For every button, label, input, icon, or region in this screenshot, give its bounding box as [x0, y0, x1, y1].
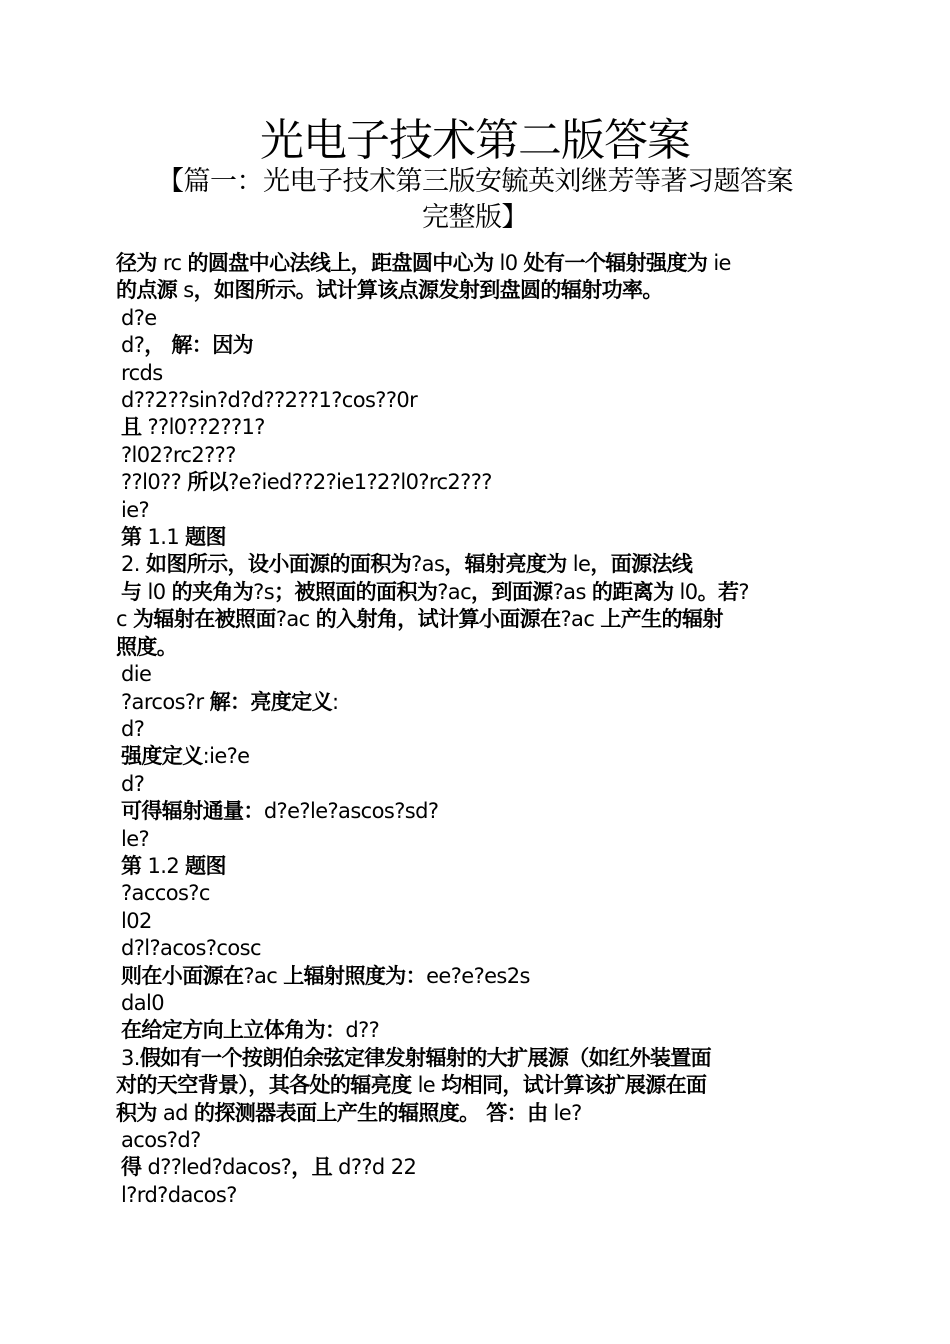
bold-text: ，如图所示。试计算该点源发射到盘圆的辐射功率。 — [193, 278, 663, 303]
bold-text: 可得辐射通量： — [121, 799, 264, 824]
text-line — [116, 990, 851, 1017]
text-line — [116, 469, 851, 496]
text-line — [116, 935, 851, 962]
document-subtitle — [118, 164, 832, 236]
text-line — [116, 360, 851, 387]
text-run: d?l?acos?cosc — [121, 936, 261, 961]
text-run: ?arcos?r — [121, 689, 210, 714]
text-run: ?e?ied??2?ie1?2?l0?rc2??? — [228, 470, 492, 495]
text-run: rcds — [121, 360, 163, 385]
text-run: 1.2 — [141, 853, 186, 878]
bold-text: ，且 — [291, 1155, 333, 1180]
text-line — [116, 1072, 851, 1099]
subtitle-line: 完整版】 — [422, 202, 528, 233]
text-run: d? — [121, 716, 145, 741]
text-line — [116, 1154, 851, 1181]
bold-text: 处有一个辐射强度为 — [523, 251, 708, 275]
text-run: s — [177, 278, 194, 303]
text-line — [116, 689, 851, 716]
document-title: 光电子技术第二版答案 — [260, 115, 690, 166]
bold-text: 对的天空背景），其各处的辐亮度 — [116, 1073, 412, 1098]
text-run: d?e — [121, 305, 157, 330]
text-run: ee?e?es2s — [426, 963, 530, 988]
text-line — [116, 250, 851, 277]
bold-text: 如图所示，设小面源的面积为 — [145, 552, 412, 577]
bold-text: ，面源法线 — [590, 552, 693, 577]
text-line — [116, 606, 851, 633]
bold-text: 上产生的辐射 — [600, 607, 723, 632]
text-run: dal0 — [121, 990, 164, 1015]
text-run: d?? — [345, 1018, 380, 1043]
bold-text: 题图 — [185, 525, 226, 550]
text-line — [116, 716, 851, 743]
bold-text: 为辐射在被照面 — [133, 607, 276, 632]
text-run: die — [121, 662, 152, 687]
text-line — [116, 414, 851, 441]
bold-text: 上辐射照度为： — [283, 963, 427, 988]
text-run: le? — [547, 1100, 582, 1125]
bold-text: 积为 — [116, 1100, 157, 1125]
text-run: ?ac — [560, 607, 601, 632]
text-line — [116, 1017, 851, 1044]
text-run: ie — [707, 251, 731, 275]
text-run: le — [411, 1073, 442, 1098]
text-run: l0 — [141, 579, 172, 604]
text-line — [116, 908, 851, 935]
bold-text: ， 解：因为 — [144, 333, 253, 358]
bold-text: 在给定方向上立体角为： — [121, 1018, 346, 1043]
bold-text: 假如有一个按朗伯余弦定律发射辐射的大扩展源（如红外装置面 — [139, 1045, 712, 1070]
text-run: d??2??sin?d?d??2??1?cos??0r — [121, 388, 418, 413]
text-run: le — [566, 552, 591, 577]
bold-text: 的夹角为 — [171, 579, 254, 604]
text-line — [116, 1182, 851, 1209]
text-line — [116, 963, 851, 990]
bold-text: 第 — [121, 525, 142, 550]
text-run: d? — [121, 771, 145, 796]
bold-text: 则在小面源在 — [121, 963, 244, 988]
text-run: ?accos?c — [121, 881, 210, 906]
text-line — [116, 826, 851, 853]
bold-text: 且 — [121, 415, 142, 440]
text-run: d?e?le?ascos?sd? — [263, 799, 439, 824]
bold-text: 的距离为 — [591, 579, 674, 604]
text-run: ?as — [411, 552, 445, 577]
bold-text: ，到面源 — [471, 579, 553, 604]
text-run: ?as — [552, 579, 592, 604]
text-run: ?ac — [275, 607, 316, 632]
text-line — [116, 277, 851, 304]
text-line — [116, 880, 851, 907]
text-run: rc — [156, 251, 188, 275]
text-run: ? — [738, 579, 749, 604]
bold-text: 与 — [121, 579, 142, 604]
text-run: ?ac — [437, 579, 472, 604]
text-run: acos?d? — [121, 1128, 201, 1152]
text-line — [116, 387, 851, 414]
text-run: l0 — [673, 579, 698, 604]
bold-text: 的圆盘中心法线上，距盘圆中心为 — [187, 251, 494, 275]
text-run: ??l0??2??1? — [141, 415, 265, 440]
bold-text: 的探测器表面上产生的辐照度。 答：由 — [193, 1100, 548, 1125]
bold-text: 的入射角，试计算小面源在 — [315, 607, 561, 632]
text-run: ad — [156, 1100, 194, 1125]
bold-text: 所以 — [187, 470, 229, 495]
bold-text: 径为 — [116, 251, 157, 275]
text-run: 1.1 — [141, 525, 186, 550]
text-line — [116, 798, 851, 825]
bold-text: 的点源 — [116, 278, 178, 303]
text-run: l0 — [493, 251, 524, 275]
text-line — [116, 661, 851, 688]
bold-text: 照度。 — [116, 634, 178, 659]
bold-text: 得 — [121, 1155, 142, 1180]
bold-text: ；被照面的面积为 — [274, 579, 438, 604]
bold-text: 强度定义 — [121, 744, 203, 769]
text-line — [116, 743, 851, 770]
text-line — [116, 634, 851, 661]
bold-text: 。若 — [697, 579, 739, 604]
text-run: :ie?e — [202, 744, 250, 769]
text-run: d??led?dacos? — [141, 1155, 292, 1180]
text-line — [116, 305, 851, 332]
text-line — [116, 442, 851, 469]
bold-text: 第 — [121, 853, 142, 878]
bold-text: 解：亮度定义 — [209, 689, 332, 714]
text-run: : — [331, 689, 339, 714]
text-line — [116, 551, 851, 578]
bold-text: 均相同，试计算该扩展源在面 — [441, 1073, 707, 1098]
text-run: ?s — [253, 579, 275, 604]
text-line — [116, 332, 851, 359]
text-line — [116, 771, 851, 798]
text-line — [116, 1127, 851, 1154]
text-run: l02 — [121, 908, 152, 933]
text-run: ??l0?? — [121, 470, 188, 495]
text-line — [116, 524, 851, 551]
text-run: le? — [121, 826, 150, 851]
text-run: d? — [121, 333, 145, 358]
text-run: ie? — [121, 497, 150, 522]
text-run: l?rd?dacos? — [121, 1182, 237, 1207]
text-line — [116, 1045, 851, 1072]
text-line — [116, 1100, 851, 1127]
text-line — [116, 853, 851, 880]
text-run: c — [116, 607, 134, 632]
subtitle-line: 【篇一：光电子技术第三版安毓英刘继芳等著习题答案 — [157, 166, 793, 197]
bold-text: 题图 — [185, 853, 226, 878]
text-run: ?ac — [243, 963, 284, 988]
text-run: 2. — [121, 552, 146, 577]
text-line — [116, 497, 851, 524]
document-body — [116, 250, 851, 1209]
bold-text: ，辐射亮度为 — [444, 552, 567, 577]
text-run: ?l02?rc2??? — [121, 442, 236, 467]
text-line — [116, 579, 851, 606]
text-run: 3. — [121, 1045, 140, 1070]
text-run: d??d 22 — [332, 1155, 417, 1180]
